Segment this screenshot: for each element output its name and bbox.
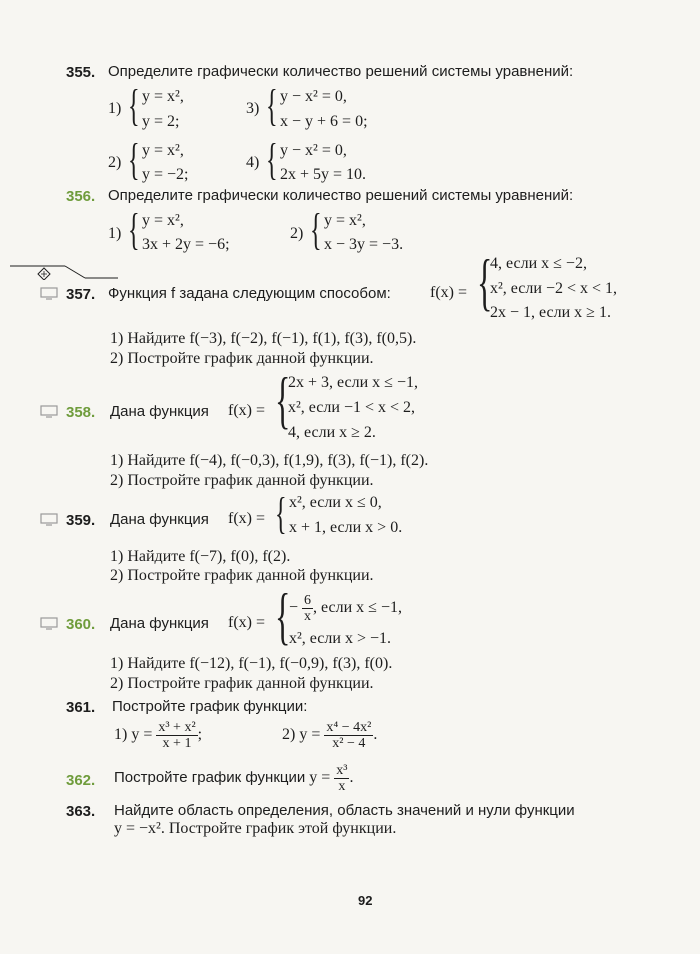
problem-362-number: 362. [66, 772, 96, 789]
problem-355-item3-line1: y − x² = 0, [280, 88, 347, 105]
fraction [334, 763, 349, 794]
problem-357-number: 357. [66, 286, 96, 303]
brace-icon: { [128, 205, 140, 254]
problem-360-task1: 1) Найдите f(−12), f(−1), f(−0,9), f(3), f(0). [110, 655, 393, 672]
brace-icon: { [266, 81, 278, 130]
problem-360-task2: 2) Постройте график данной функции. [110, 675, 374, 692]
fraction-denominator: x² − 4 [332, 736, 366, 751]
problem-355-item4-line2: 2x + 5y = 10. [280, 166, 367, 183]
problem-357-text: Функция f задана следующим способом: [108, 285, 391, 302]
problem-362-content [114, 763, 353, 794]
problem-359-fx: f(x) = [228, 510, 266, 527]
problem-355-item2-line2: y = −2; [142, 166, 189, 183]
computer-icon [40, 287, 58, 300]
fraction-numerator: x³ [336, 763, 348, 778]
fraction-denominator: x [304, 609, 312, 624]
problem-363-line1: Найдите область определения, область значений и нули функции [114, 802, 575, 819]
problem-361-item1 [114, 720, 202, 751]
problem-362-text: Постройте график функции [114, 769, 306, 787]
problem-356-item2-line1: y = x², [324, 212, 366, 229]
problem-361-item2 [282, 720, 377, 751]
problem-355-number: 355. [66, 64, 96, 81]
problem-360-number: 360. [66, 616, 96, 633]
brace-icon: { [275, 489, 287, 538]
problem-355-item3-line2: x − y + 6 = 0; [280, 113, 368, 130]
brace-icon: { [275, 364, 291, 435]
item-lhs: y = [299, 726, 321, 744]
problem-360-fx: f(x) = [228, 614, 266, 631]
problem-355-item1-label: 1) [108, 100, 122, 117]
item-lhs: y = [309, 769, 331, 787]
problem-355-text: Определите графически количество решений системы уравнений: [108, 63, 574, 80]
problem-358-case1: 2x + 3, если x ≤ −1, [288, 374, 418, 391]
problem-358-text: Дана функция [110, 403, 209, 420]
brace-icon: { [266, 135, 278, 184]
computer-icon [40, 405, 58, 418]
problem-359-text: Дана функция [110, 511, 209, 528]
problem-360-case2: x², если x > −1. [289, 630, 391, 647]
brace-icon: { [128, 81, 140, 130]
item-end: ; [197, 726, 203, 744]
brace-icon: { [128, 135, 140, 184]
computer-icon [40, 617, 58, 630]
problem-359-task2: 2) Постройте график данной функции. [110, 567, 374, 584]
fraction-denominator: x [338, 779, 346, 794]
problem-357-fx: f(x) = [430, 284, 468, 301]
problem-357-case2: x², если −2 < x < 1, [490, 280, 618, 297]
page-number: 92 [358, 893, 373, 908]
problem-363-line2: y = −x². Постройте график этой функции. [114, 820, 397, 837]
minus-sign: − [289, 599, 299, 617]
problem-358-task2: 2) Постройте график данной функции. [110, 472, 374, 489]
item-label: 1) [114, 726, 128, 744]
problem-361-text: Постройте график функции: [112, 698, 308, 715]
problem-357-case1: 4, если x ≤ −2, [490, 255, 587, 272]
brace-icon: { [310, 205, 322, 254]
problem-356-item2-line2: x − 3y = −3. [324, 236, 404, 253]
problem-355-item4-line1: y − x² = 0, [280, 142, 347, 159]
problem-359-number: 359. [66, 512, 96, 529]
section-divider [10, 258, 120, 280]
problem-360-case1 [289, 593, 402, 624]
problem-356-item2-label: 2) [290, 225, 304, 242]
problem-359-case1: x², если x ≤ 0, [289, 494, 382, 511]
fraction [156, 720, 197, 751]
case-condition: , если x ≤ −1, [313, 599, 402, 617]
fraction-denominator: x + 1 [162, 736, 192, 751]
item-label: 2) [282, 726, 296, 744]
problem-358-fx: f(x) = [228, 402, 266, 419]
brace-icon: { [275, 580, 291, 651]
problem-357-task2: 2) Постройте график данной функции. [110, 350, 374, 367]
item-end: . [349, 769, 354, 787]
problem-357-case3: 2x − 1, если x ≥ 1. [490, 304, 611, 321]
fraction [324, 720, 373, 751]
computer-icon [40, 513, 58, 526]
fraction [302, 593, 313, 624]
diamond-icon [38, 268, 50, 280]
problem-355-item3-label: 3) [246, 100, 260, 117]
problem-355-item2-label: 2) [108, 154, 122, 171]
problem-355-item4-label: 4) [246, 154, 260, 171]
brace-icon: { [477, 246, 493, 317]
problem-356-text: Определите графически количество решений системы уравнений: [108, 187, 574, 204]
problem-355-item1-line2: y = 2; [142, 113, 180, 130]
problem-356-item1-line1: y = x², [142, 212, 184, 229]
item-end: . [373, 726, 378, 744]
problem-359-case2: x + 1, если x > 0. [289, 519, 403, 536]
problem-359-task1: 1) Найдите f(−7), f(0), f(2). [110, 548, 291, 565]
problem-358-case2: x², если −1 < x < 2, [288, 399, 416, 416]
item-lhs: y = [131, 726, 153, 744]
fraction-numerator: x⁴ − 4x² [326, 720, 372, 735]
problem-358-number: 358. [66, 404, 96, 421]
problem-357-task1: 1) Найдите f(−3), f(−2), f(−1), f(1), f(3), f(0,5). [110, 330, 417, 347]
problem-358-case3: 4, если x ≥ 2. [288, 424, 376, 441]
problem-358-task1: 1) Найдите f(−4), f(−0,3), f(1,9), f(3), f(−1), f(2). [110, 452, 429, 469]
problem-360-text: Дана функция [110, 615, 209, 632]
problem-355-item2-line1: y = x², [142, 142, 184, 159]
problem-361-number: 361. [66, 699, 96, 716]
problem-356-number: 356. [66, 188, 96, 205]
fraction-numerator: 6 [304, 593, 312, 608]
fraction-numerator: x³ + x² [158, 720, 196, 735]
problem-363-number: 363. [66, 803, 96, 820]
problem-355-item1-line1: y = x², [142, 88, 184, 105]
problem-356-item1-label: 1) [108, 225, 122, 242]
problem-356-item1-line2: 3x + 2y = −6; [142, 236, 230, 253]
